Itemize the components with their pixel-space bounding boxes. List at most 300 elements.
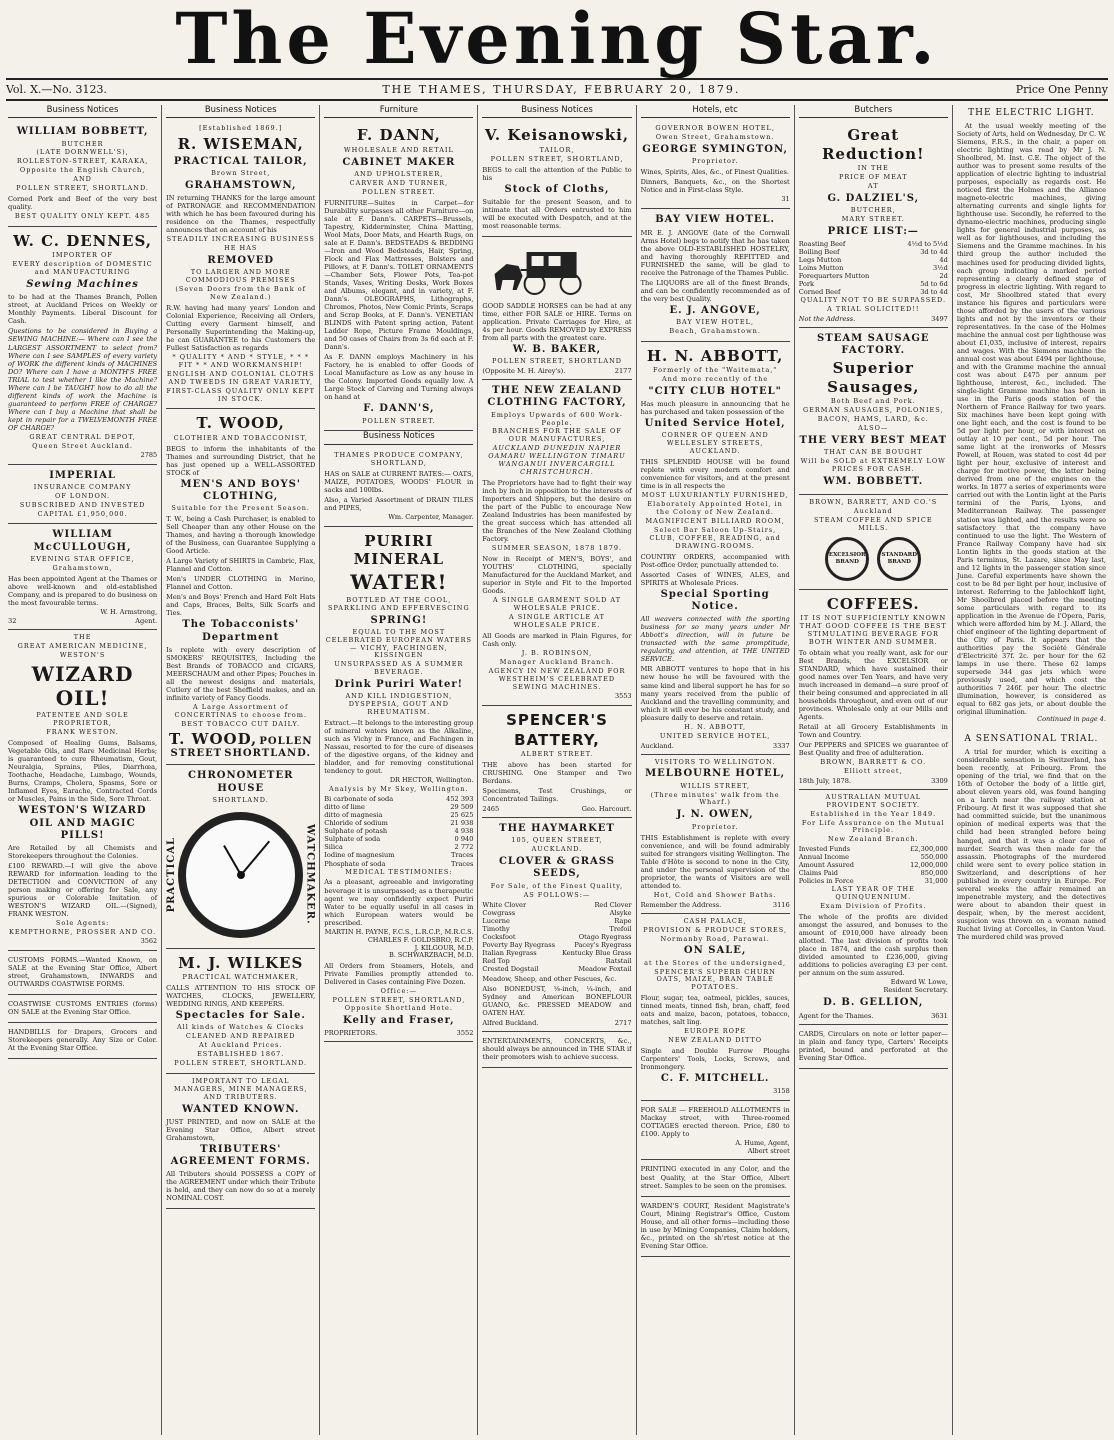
ad-sign: J. B. ROBINSON, — [521, 649, 593, 658]
ad-will: Will be SOLD at EXTREMELY LOW PRICES FOR CASH. — [800, 456, 946, 473]
masthead-title: The Evening Star. — [175, 0, 939, 78]
ad-body-2: THIS SPLENDID HOUSE will be found replete with every modern comfort and convenience for visitors, and at the present time is in all respects the — [640, 458, 790, 491]
ad-follows: AS FOLLOWS:— — [523, 890, 591, 899]
seed-name: Alsyke — [609, 908, 632, 917]
analysis-name: ditto of magnesia — [324, 811, 383, 820]
analysis-value: 452 393 — [446, 795, 474, 804]
ad-single-2: A SINGLE ARTICLE AT WHOLESALE PRICE. — [509, 613, 605, 630]
ad-body: HANDBILLS for Drapers, Grocers and Storekeepers generally. Any Size or Color. At the Evening Star Office. — [8, 1028, 158, 1053]
ad-best: THE VERY BEST MEAT — [799, 434, 948, 446]
ad-note: Not the Address. — [798, 315, 856, 323]
ad-amp-society — [799, 790, 948, 1025]
ad-title: WILLIAM McCULLOUGH, — [33, 529, 132, 553]
ad-office-address: POLLEN STREET, SHORTLAND, Opposite Shortland Hote. — [332, 996, 466, 1013]
ad-wilkes — [166, 949, 315, 1074]
ad-customs — [8, 951, 157, 995]
ad-body-3: MR ABBOTT ventures to hope that in his new house he will be favoured with the same kind and liberal support he has for so many years received from the public of Auckland and the travelling community, and which it will ever be his constant study, and pleasure daily to deserve and retain. — [640, 665, 790, 722]
ad-body: Has much pleasure in announcing that he has purchased and taken possession of the — [640, 400, 790, 417]
ad-title: V. Keisanowski, — [484, 126, 630, 145]
ad-sign: B. SCHWARZBACH, M.D. — [388, 951, 474, 960]
ad-sub: WHOLESALE AND RETAIL — [343, 145, 454, 154]
ad-to: TO LARGER AND MORE COMMODIOUS PREMISES — [185, 268, 296, 284]
ad-country: COUNTRY ORDERS, accompanied with Post-office Order, punctually attended to. — [640, 552, 790, 569]
ad-under: Men's UNDER CLOTHING in Merino, Flannel and Cotton. — [166, 575, 316, 592]
ad-code: 2465 — [482, 805, 500, 814]
analysis-value: 2 772 — [454, 843, 474, 852]
article-title: THE ELECTRIC LIGHT. — [968, 108, 1095, 118]
seed-row — [482, 949, 631, 957]
ad-prop-name: FRANK WESTON. — [46, 728, 119, 737]
ad-sausage-factory — [799, 328, 948, 495]
funds-row — [799, 877, 948, 885]
ad-analysis: Analysis by Mr Skey, Wellington. — [329, 785, 469, 794]
ad-sub: BOTTLED AT THE COOL, SPARKLING AND EFFERVESCING — [328, 595, 470, 612]
ad-name: G. DALZIEL'S, — [827, 192, 920, 204]
ad-foot: BEST QUALITY ONLY KEPT. 485 — [14, 212, 151, 221]
ad-rope: EUROPE ROPE — [684, 1027, 747, 1036]
ad-title: M. J. WILKES — [178, 953, 304, 972]
ad-german: GERMAN SAUSAGES, POLONIES, — [802, 405, 944, 414]
ad-tobacconist-body: Is replete with every description of SMOKERS' REQUISITES, Including the Best Brands of TOBACCO and CIGARS, MEERSCHAUM and other Pipes; Pouches in all the newest designs and materials, Cutlery of the best Sheffield makes, and an infinite variety of Fancy Goods. — [166, 645, 316, 703]
ad-title: THE NEW ZEALAND CLOTHING FACTORY, — [487, 385, 627, 409]
price-row — [799, 256, 948, 264]
ad-pre: THE — [73, 632, 92, 641]
ad-former: Formerly of the "Waitemata," — [652, 366, 778, 375]
ad-code: 2785 — [140, 450, 158, 459]
ad-street: Brown Street, — [211, 168, 271, 177]
clock-row — [166, 806, 315, 944]
ad-wood — [166, 409, 315, 765]
ad-role: BUTCHER, — [850, 205, 896, 214]
ad-city: OF LONDON. — [55, 491, 111, 500]
ad-entertainments — [482, 1032, 631, 1068]
ad-removed: REMOVED — [207, 254, 274, 266]
ad-depot: GREAT CENTRAL DEPOT, — [29, 432, 136, 441]
funds-item: Annual Income — [798, 853, 850, 862]
analysis-value: 4 938 — [454, 827, 474, 836]
ad-assorted: Assorted Cases of WINES, ALES, and SPIRITS at Wholesale Prices. — [640, 570, 790, 587]
ad-sub: IT IS NOT SUFFICIENTLY KNOWN THAT GOOD COFFEE IS THE BEST STIMULATING BEVERAGE FOR BOTH WINTER AND SUMMER. — [799, 613, 947, 646]
ad-dennes — [8, 227, 157, 465]
standard-brand-logo: STANDARD BRAND — [877, 537, 921, 581]
ad-city: Auckland. — [640, 741, 674, 750]
ad-body-2: As F. DANN employs Machinery in his Factory, he is enabled to offer Goods of Local Manufacture as Low as any house in the Colony. Imported Goods equally low. A Large Stock of Carving and Turning always on hand at — [324, 353, 474, 402]
ad-address: POLLEN STREET, SHORTLAND, — [490, 154, 624, 163]
ad-role: Proprietor. — [691, 157, 739, 166]
excelsior-brand-logo: EXCELSIOR BRAND — [825, 537, 869, 581]
seed-name: Meadow Foxtail — [578, 964, 632, 973]
price-value: 3½d — [933, 264, 948, 273]
analysis-name: Sulphate of soda — [324, 835, 381, 844]
ad-cloths: ENGLISH AND COLONIAL CLOTHS AND TWEEDS IN GREAT VARIETY, — [166, 369, 315, 386]
price-item: Roasting Beef — [798, 239, 846, 248]
ad-body: ENTERTAINMENTS, CONCERTS, &c., should always be announced in THE STAR if their promoters wish to achieve success. — [482, 1036, 632, 1062]
ad-bay-view — [641, 209, 790, 342]
ad-depot-address: Queen Street Auckland. — [32, 441, 133, 450]
ad-sign: T. WOOD, — [168, 729, 258, 748]
ad-questions: Questions to be considered in Buying a SEWING MACHINE:— Where can I see the LARGEST ASSORTMENT to select from? Where can I see SAMPLES of every variety of WORK the different kinds of MACHINES DO? Where can I have a MONTH'S FREE TRIAL to test whether I like the Machine? Where can I be TAUGHT how to do all the different kinds of work the Machine is guaranteed to perform FREE of CHARGE? Where can I buy a Machine that shall be kept in repair for a TWELVEMONTH FREE OF CHARGE? — [8, 327, 158, 432]
column-4 — [478, 105, 636, 1435]
seed-name: Rape — [614, 916, 632, 925]
seed-name: Cowgrass — [482, 908, 516, 917]
ad-title: BAY VIEW HOTEL. — [655, 214, 776, 226]
ad-code: 2717 — [614, 1018, 632, 1027]
ad-title: Great Reduction! — [821, 126, 925, 163]
ad-role: CABINET MAKER — [342, 156, 456, 168]
funds-row — [799, 845, 948, 853]
ad-body: WARDEN'S COURT, Resident Magistrate's Court, Mining Registrar's Office, Custom House, and all other forms—including those in use by Mining Companies, Claim holders, &c., printed on the sh'rtest notice at the Evening Star Office. — [640, 1201, 790, 1250]
ad-keisanowski — [482, 121, 631, 237]
price-row — [799, 264, 948, 272]
ad-quality: QUALITY NOT TO BE SURPASSED. — [800, 296, 947, 305]
ad-address: Normanby Road, Parawai. — [660, 934, 770, 943]
ad-sign: J. KILGOUR, M.D. — [414, 943, 474, 952]
price-table — [799, 240, 948, 296]
ad-street: POLLEN STREET. — [362, 187, 436, 196]
ad-agent-role: Agent for the Thames. — [798, 1011, 874, 1020]
ad-body: To obtain what you really want, ask for our Best Brands, the EXCELSIOR or STANDARD, which have sustained their good names over Ten Years, and have very much increased in demand—a sure proof of their being consumed and appreciated in all households throughout, and even out of our provinces. Wholesale only at our Mills and Agents. — [798, 648, 948, 721]
ad-sub: Auckland — [853, 506, 893, 515]
ad-title: AUSTRALIAN MUTUAL PROVIDENT SOCIETY. — [825, 792, 922, 809]
ad-club: "CITY CLUB HOTEL" — [648, 385, 782, 397]
ad-brown-barrett — [799, 495, 948, 590]
analysis-value: Traces — [450, 859, 474, 868]
seed-row — [482, 901, 631, 909]
ad-address: Albert street — [747, 1146, 790, 1155]
ad-note: (LATE DORNWELL'S), — [36, 148, 129, 157]
ad-seeds: CLOVER & GRASS SEEDS, — [498, 856, 616, 880]
ad-title: VISITORS TO WELLINGTON. — [654, 757, 776, 766]
column-header: Hotels, etc — [641, 105, 790, 118]
price-item: Boiling Beef — [798, 247, 840, 256]
article-continued: Continued in page 4. — [1037, 715, 1106, 724]
ad-note: (Three minutes' walk from the Wharf.) — [650, 790, 780, 807]
seed-table — [482, 901, 631, 973]
price-item: Pork — [798, 280, 814, 289]
seed-row — [482, 941, 631, 949]
column-5 — [637, 105, 795, 1435]
ad-heading: Sewing Machines — [26, 279, 139, 291]
seed-row — [482, 925, 631, 933]
ad-note-row — [799, 315, 948, 323]
ad-name: WM. BOBBETT. — [823, 475, 924, 487]
ad-retail: Retail at all Grocery Establishments in Town and Country. — [798, 722, 948, 739]
funds-item: Amount Assured — [798, 861, 854, 870]
ad-employs: Employs Upwards of 600 Work-People. — [490, 410, 623, 427]
ad-sign-street: POLLEN STREET. — [362, 416, 436, 425]
seed-name: White Clover — [482, 900, 527, 909]
column-header: Business Notices — [166, 105, 315, 118]
price-row — [799, 280, 948, 288]
ad-testimony: As a pleasant, agreeable and invigorating beverage it is unsurpassed; as a therapeutic agent we may confidently expect Puriri Water to be equally useful in all cases in which European waters would be prescribed. — [324, 878, 474, 927]
ad-at: AT — [867, 181, 879, 190]
ad-season: Suitable for the Present Season. — [171, 504, 311, 513]
ad-reward: £100 REWARD.—I will give the above REWARD for information leading to the DETECTION and CONVICTION of any person making or offering for Sale, any spurious or Colorable Imitation of WESTON'S WIZARD OIL.—(Signed), FRANK WESTON. — [8, 861, 158, 919]
ad-shirts: A Large Variety of SHIRTS in Cambric, Flax, Flannel and Cotton. — [166, 557, 316, 574]
ad-both: Both Beef and Pork. — [830, 397, 916, 405]
ad-title: CASH PALACE, — [683, 916, 747, 925]
analysis-row — [324, 860, 473, 868]
seed-row — [482, 957, 631, 965]
analysis-row — [324, 811, 473, 819]
ad-body: Flour, sugar, tea, oatmeal, pickles, sauces, tinned meats, tinned fish, bran, chaff, feed oats and maize, bacon, potatoes, tobacco, matches, salt ling. — [640, 994, 790, 1027]
ad-sign: C. F. MITCHELL. — [660, 1073, 770, 1085]
ad-wiseman — [166, 121, 315, 409]
ad-sign: Edward W. Lowe, — [890, 978, 948, 987]
ad-town: GRAHAMSTOWN, — [184, 179, 297, 191]
ad-imperial — [8, 465, 157, 525]
funds-item: Policies in Force — [798, 877, 854, 886]
ad-address: 105, QUEEN STREET, — [511, 836, 603, 845]
seed-row — [482, 909, 631, 917]
clock-label-right: WATCHMAKER. — [304, 824, 316, 925]
seed-name: Otago Ryegrass — [578, 932, 632, 941]
ad-name: J. N. OWEN, — [676, 809, 754, 821]
ad-prop: PATENTEE AND SOLE PROPRIETOR, — [36, 711, 129, 728]
analysis-row — [324, 803, 473, 811]
ad-in: IN THE — [857, 163, 889, 172]
ad-body-2: Also, a Varied Assortment of DRAIN TILES and PIPES, — [324, 495, 474, 512]
place-date: THE THAMES, THURSDAY, FEBRUARY 20, 1879. — [382, 83, 741, 96]
ad-code: 3631 — [931, 1011, 948, 1020]
ad-body: The whole of the profits are divided amongst the assured, and bonuses to the amount of £910,000 have already been allotted. The last division of profits took place in 1874, and the cash surplus then divided amounted to £236,000, giving additions to policies averaging £3 per cent. per annum on the sum assured. — [798, 913, 948, 978]
seed-row — [482, 917, 631, 925]
ad-body: GOOD SADDLE HORSES can be had at any time, either FOR SALE or HIRE. Terms on application. Private Carriages for Hire, at 4s per hour. Goods REMOVED by EXPRESS from all parts with the greatest care. — [482, 301, 632, 343]
price-row — [799, 240, 948, 248]
ad-haymarket — [482, 818, 631, 1032]
ad-dann — [324, 121, 473, 431]
ad-equal: EQUAL TO THE MOST CELEBRATED EUROPEAN WATERS— VICHY, FACHINGEN, KISSINGEN — [325, 627, 472, 660]
analysis-value: Traces — [450, 851, 474, 860]
ad-title: WILLIAM BOBBETT, — [16, 126, 149, 138]
funds-row — [799, 861, 948, 869]
ad-forms: TRIBUTERS' AGREEMENT FORMS. — [170, 1143, 311, 1167]
ad-wizard-oil — [8, 630, 157, 951]
ad-address: ROLLESTON-STREET, KARAKA, — [16, 157, 149, 166]
price-value: 4d — [939, 256, 948, 264]
ad-title: PURIRI MINERAL — [353, 531, 445, 568]
ad-sign-row — [482, 805, 631, 813]
ad-role: PRACTICAL WATCHMAKER, — [182, 972, 299, 981]
ad-address: Opposite the English Church, — [19, 166, 146, 175]
clock-icon — [178, 812, 303, 938]
ad-dalziel — [799, 121, 948, 328]
ad-sub: For Sale, of the Finest Quality, — [490, 881, 624, 890]
price-value: 3d to 4d — [920, 288, 948, 297]
ad-body-2: Now in Receipt of MEN'S, BOYS', and YOUTHS' CLOTHING, specially Manufactured for the Auckland Market, and superior in Style and Fit to the Imported Goods. — [482, 555, 632, 596]
ad-wardens — [641, 1197, 790, 1257]
ad-props-row — [324, 1029, 473, 1037]
ad-sign-2: BAY VIEW HOTEL, — [676, 317, 755, 326]
ad-increase: STEADILY INCREASING BUSINESS — [166, 235, 315, 244]
ad-body-2: Dinners, Banquets, &c., on the Shortest Notice and in First-class Style. — [640, 178, 790, 195]
ad-single: A SINGLE GARMENT SOLD AT WHOLESALE PRICE. — [492, 596, 622, 613]
ad-body: IN returning THANKS for the large amount of PATRONAGE and RECOMMENDATION with which he has been favoured during his residence on the Thames, respectfully announces that on account of his — [166, 193, 316, 234]
analysis-row — [324, 795, 473, 803]
ad-on: ON SALE, — [683, 945, 747, 957]
price-value: 4½d to 5½d — [907, 239, 948, 248]
analysis-row — [324, 827, 473, 835]
ad-spec: Specimens, Test Crushings, or Concentrated Tailings. — [482, 787, 632, 804]
ad-body: MR E. J. ANGOVE (late of the Cornwall Arms Hotel) begs to notify that he has taken the above OLD-ESTABLISHED HOSTELRY, and having thoroughly REFITTED and FURNISHED the same, will be glad to receive the Patronage of the Thames Public. — [640, 228, 790, 277]
ad-title: F. DANN, — [356, 126, 441, 145]
ad-title: THE HAYMARKET — [499, 823, 615, 835]
analysis-row — [324, 819, 473, 827]
ad-that: THAT CAN BE BOUGHT — [823, 447, 923, 456]
ad-branches: BRANCHES FOR THE SALE OF OUR MANUFACTURES, — [492, 427, 622, 444]
ad-body: THIS Establishment is replete with every convenience, and will be found admirably suited for strangers visiting Wellington. The Table d'Hôte is second to none in the City, and under the personal supervision of the proprietor, the wants of Visitors are well attended to. — [640, 833, 790, 890]
ad-extract: Extract.—It belongs to the interesting group of mineral waters known as the Alkaline, such as Vichy in France, and Fachingen in Nassau, resorted to for the cure of diseases of the digestive organs, of the kidney and bladder, and for removing constitutional tendency to gout. — [324, 719, 474, 776]
ad-quality: * QUALITY * AND * STYLE, * * * FIT * * AND WORKMANSHIP! — [172, 352, 310, 369]
seed-name: Lucerne — [482, 916, 510, 925]
ad-address: Elliott street, — [843, 766, 903, 775]
ad-role: IMPORTER OF — [52, 251, 113, 260]
ad-sub: Superior Sausages, — [827, 359, 920, 396]
ad-agent-row — [799, 1012, 948, 1020]
ad-date-row — [799, 777, 948, 785]
ad-abbott — [641, 342, 790, 755]
ad-props-role: PROPRIETORS. — [324, 1029, 378, 1038]
ad-role: CLOTHIER AND TOBACCONIST, — [173, 433, 308, 442]
ad-body-2: R.W. having had many years' London and Colonial Experience, Receiving all Orders, Cutting every Garment himself, and Personally Superintending the Making-up, he can GUARANTEE to his Customers the Fullest Satisfaction as regards — [166, 303, 316, 352]
funds-row — [799, 853, 948, 861]
ad-title: WIZARD OIL! — [31, 661, 134, 710]
ad-role-2: AND UPHOLSTERER, — [354, 169, 444, 178]
ad-billiard: MAGNIFICENT BILLIARD ROOM, — [645, 517, 785, 526]
price-value: 5d to 6d — [920, 280, 948, 289]
ad-role: PRACTICAL TAILOR, — [173, 155, 308, 167]
seed-row — [482, 933, 631, 941]
ad-spencer — [482, 706, 631, 819]
funds-table — [799, 845, 948, 885]
ad-body: CALLS ATTENTION TO HIS STOCK OF WATCHES, CLOCKS, JEWELLERY, WEDDING RINGS, AND KEEPERS. — [166, 983, 316, 1008]
analysis-name: Sulphate of potash — [324, 827, 388, 836]
ad-for: For Life Assurance on the Mutual Principle. — [801, 818, 945, 835]
ad-place: Beach, Grahamstown. — [669, 326, 761, 335]
analysis-value: 0 940 — [454, 835, 474, 844]
seed-name: Trefoil — [609, 924, 632, 933]
ad-code: 3116 — [772, 900, 790, 909]
article-title-2: A SENSATIONAL TRIAL. — [964, 734, 1099, 745]
ad-has: HE HAS — [224, 243, 258, 252]
ad-drink: Drink Puriri Water! — [334, 679, 463, 691]
ad-address: POLLEN STREET, SHORTLAND. — [174, 1058, 308, 1067]
ad-code: 31 — [781, 195, 790, 204]
ad-title: H. N. ABBOTT, — [646, 346, 784, 365]
ad-code: 3552 — [456, 1029, 474, 1038]
ad-items: SPENCER'S SUPERB CHURN OATS, MAIZE, BRAN TABLE POTATOES. — [654, 967, 776, 992]
ad-body-2: Single and Double Furrow Ploughs Carpenters' Tools, Locks, Screws, and Ironmongery. — [640, 1047, 790, 1072]
ad-cut: BEST TOBACCO CUT DAILY. — [181, 719, 301, 728]
funds-amount: 550,000 — [920, 853, 948, 862]
ad-sporting: Special Sporting Notice. — [660, 588, 770, 613]
ad-city: AUCKLAND. — [531, 845, 583, 854]
ad-est: Established in the Year 1849. — [810, 809, 937, 818]
ad-title-2: WATER! — [350, 570, 448, 595]
ad-title: R. WISEMAN, — [177, 135, 304, 154]
ad-address: Owen Street, Grahamstown. — [655, 133, 775, 142]
ad-stock: Stock of Cloths, — [504, 183, 610, 195]
ad-title: W. C. DENNES, — [13, 232, 153, 251]
ad-title: IMPERIAL — [49, 469, 116, 481]
ad-orders: All Orders from Steamers, Hotels, and Private Families promptly attended to. Delivered in Cases containing Five Dozen. — [324, 962, 474, 987]
ad-body: HAS on SALE at CURRENT RATES:— OATS, MAIZE, POTATOES, WOODS' FLOUR in sacks and 100lbs. — [324, 469, 474, 494]
seed-name: Timothy — [482, 924, 510, 933]
ad-baker — [482, 237, 631, 380]
ad-governor-bowen — [641, 121, 790, 209]
seed-name: Red Top — [482, 956, 510, 965]
ad-printing — [641, 1160, 790, 1196]
ad-line: SUBSCRIBED AND INVESTED — [19, 500, 146, 509]
ad-sign: Alfred Buckland. — [482, 1018, 539, 1027]
ad-corner: CORNER OF QUEEN AND WELLESLEY STREETS, AUCKLAND. — [661, 431, 769, 456]
ad-body: The Proprietors have had to fight their way inch by inch in opposition to the interests of Importers and Shippers, but the desire on the part of the Public to encourage New Zealand Industries has been manifested by the great success which has attended all the Branches of the New Zealand Clothing Factory. — [482, 478, 632, 544]
ad-body: Composed of Healing Gums, Balsams, Vegetable Oils, and Rare Medicinal Herbs; is guaranteed to cure Rheumatism, Gout, Neuralgia, Sprains, Piles, Diarrhœa, Toothache, Headache, Lumbago, Wounds, Burns, Cramps, Cholera, Spasms, Sore or Inflamed Eyes, Earache, Contracted Cords or Muscles, Pains in the Side, Sore Throat. — [8, 739, 158, 804]
ad-title-2: BATTERY, — [514, 730, 600, 749]
ad-sign-block — [166, 730, 315, 760]
clock-label-left: PRACTICAL — [166, 836, 178, 913]
ad-list: PRICE LIST:— — [827, 225, 919, 237]
ad-recent: And more recently of the — [661, 375, 769, 384]
analysis-row — [324, 835, 473, 843]
ad-hats: Men's and Boys' French and Hard Felt Hats and Caps, Braces, Belts, Silk Scarfs and Ties. — [166, 593, 316, 618]
ad-body-2: The LIQUORS are all of the finest Brands, and can be confidently recommended as of the very best Quality. — [640, 278, 790, 303]
ad-body-2: Suitable for the present Season, and to intimate that all Orders entrusted to him will be executed with Despatch, and at the most reasonable terms. — [482, 197, 632, 230]
ad-street: WILLIS STREET, — [680, 781, 750, 790]
ad-street: MARY STREET. — [841, 214, 905, 223]
analysis-value: 25 625 — [450, 811, 474, 820]
ad-est: [Established 1869.] — [199, 124, 283, 133]
ad-body: Has been appointed Agent at the Thames or above well-known and old-established Company, and is prepared to do business on the most favourable terms. — [8, 574, 158, 607]
ad-legal — [166, 1074, 315, 1210]
ad-title: T. WOOD, — [196, 414, 285, 433]
funds-row — [799, 869, 948, 877]
analysis-name: Phosphate of soda — [324, 859, 386, 868]
analysis-row — [324, 851, 473, 859]
ad-spectacles: Spectacles for Sale. — [175, 1009, 306, 1021]
ad-unsurpassed: UNSURPASSED AS A SUMMER BEVERAGE. — [334, 660, 464, 677]
ad-body: BEGS to call the attention of the Public to his — [482, 165, 632, 182]
ad-role: Proprietor. — [691, 822, 739, 831]
ad-season: SUMMER SEASON, 1878 1879. — [491, 544, 623, 553]
ad-remember-row — [641, 901, 790, 909]
ad-agents-name: KEMPTHORNE, PROSSER AND CO. — [8, 928, 157, 937]
price-row — [799, 248, 948, 256]
article-body-2: A trial for murder, which is exciting a considerable sensation in Switzerland, has been recently, at Fribourg. From the opening of the trial, we find that on the 16th of October the body of a little girl, about eleven years old, was found hanging on a larch near the railway station at Fribourg. At first it was supposed that she had committed suicide, but the unanimous opinion of medical experts was that the child had been strangled before being hanged, and that it was a clear case of murder. Search was then made for the assassin. Photographs of the murdered child were sent to every police station in Switzerland, and descriptions of her published in every country in Europe. For several weeks the affair remained an impenetrable mystery, and the detectives were about to abandon their quest in despair, when, by the merest accident, suspicion was thrown on a woman named Ruchat living at Corcelles, in Canton Vaud. The murdered child was proved — [956, 748, 1106, 941]
ad-sub: EVERY description of DOMESTIC and MANUFACTURING — [12, 260, 153, 277]
seed-name: Cocksfoot — [482, 932, 516, 941]
price-item: Loins Mutton — [798, 264, 844, 273]
ad-title: BROWN, BARRETT, AND CO.'S — [809, 497, 938, 506]
ad-exam: Exam Division of Profits. — [820, 902, 927, 911]
analysis-value: 21 938 — [450, 819, 474, 828]
ad-title: COFFEES. — [826, 594, 920, 613]
ad-date: 18th July, 1878. — [798, 776, 852, 785]
ad-hotel: United Service Hotel, — [644, 418, 786, 430]
price-row — [799, 272, 948, 280]
ad-bobbett — [8, 121, 157, 227]
ad-ironsand: NEW ZEALAND DITTO — [668, 1036, 763, 1045]
ad-marked: All Goods are marked in Plain Figures, for Cash only. — [482, 631, 632, 648]
ad-code-row — [8, 617, 157, 625]
ad-trial: A TRIAL SOLICITED!! — [827, 305, 920, 314]
ad-bacon: BACON, HAMS, LARD, &c. — [817, 414, 929, 423]
ad-agent: D. B. GELLION, — [823, 997, 924, 1009]
price-item: Corned Beef — [798, 288, 841, 297]
ad-and: AND KILL INDIGESTION, DYSPEPSIA, GOUT AND RHEUMATISM. — [345, 692, 453, 717]
price-row — [799, 288, 948, 296]
ad-code: 2177 — [614, 367, 632, 376]
